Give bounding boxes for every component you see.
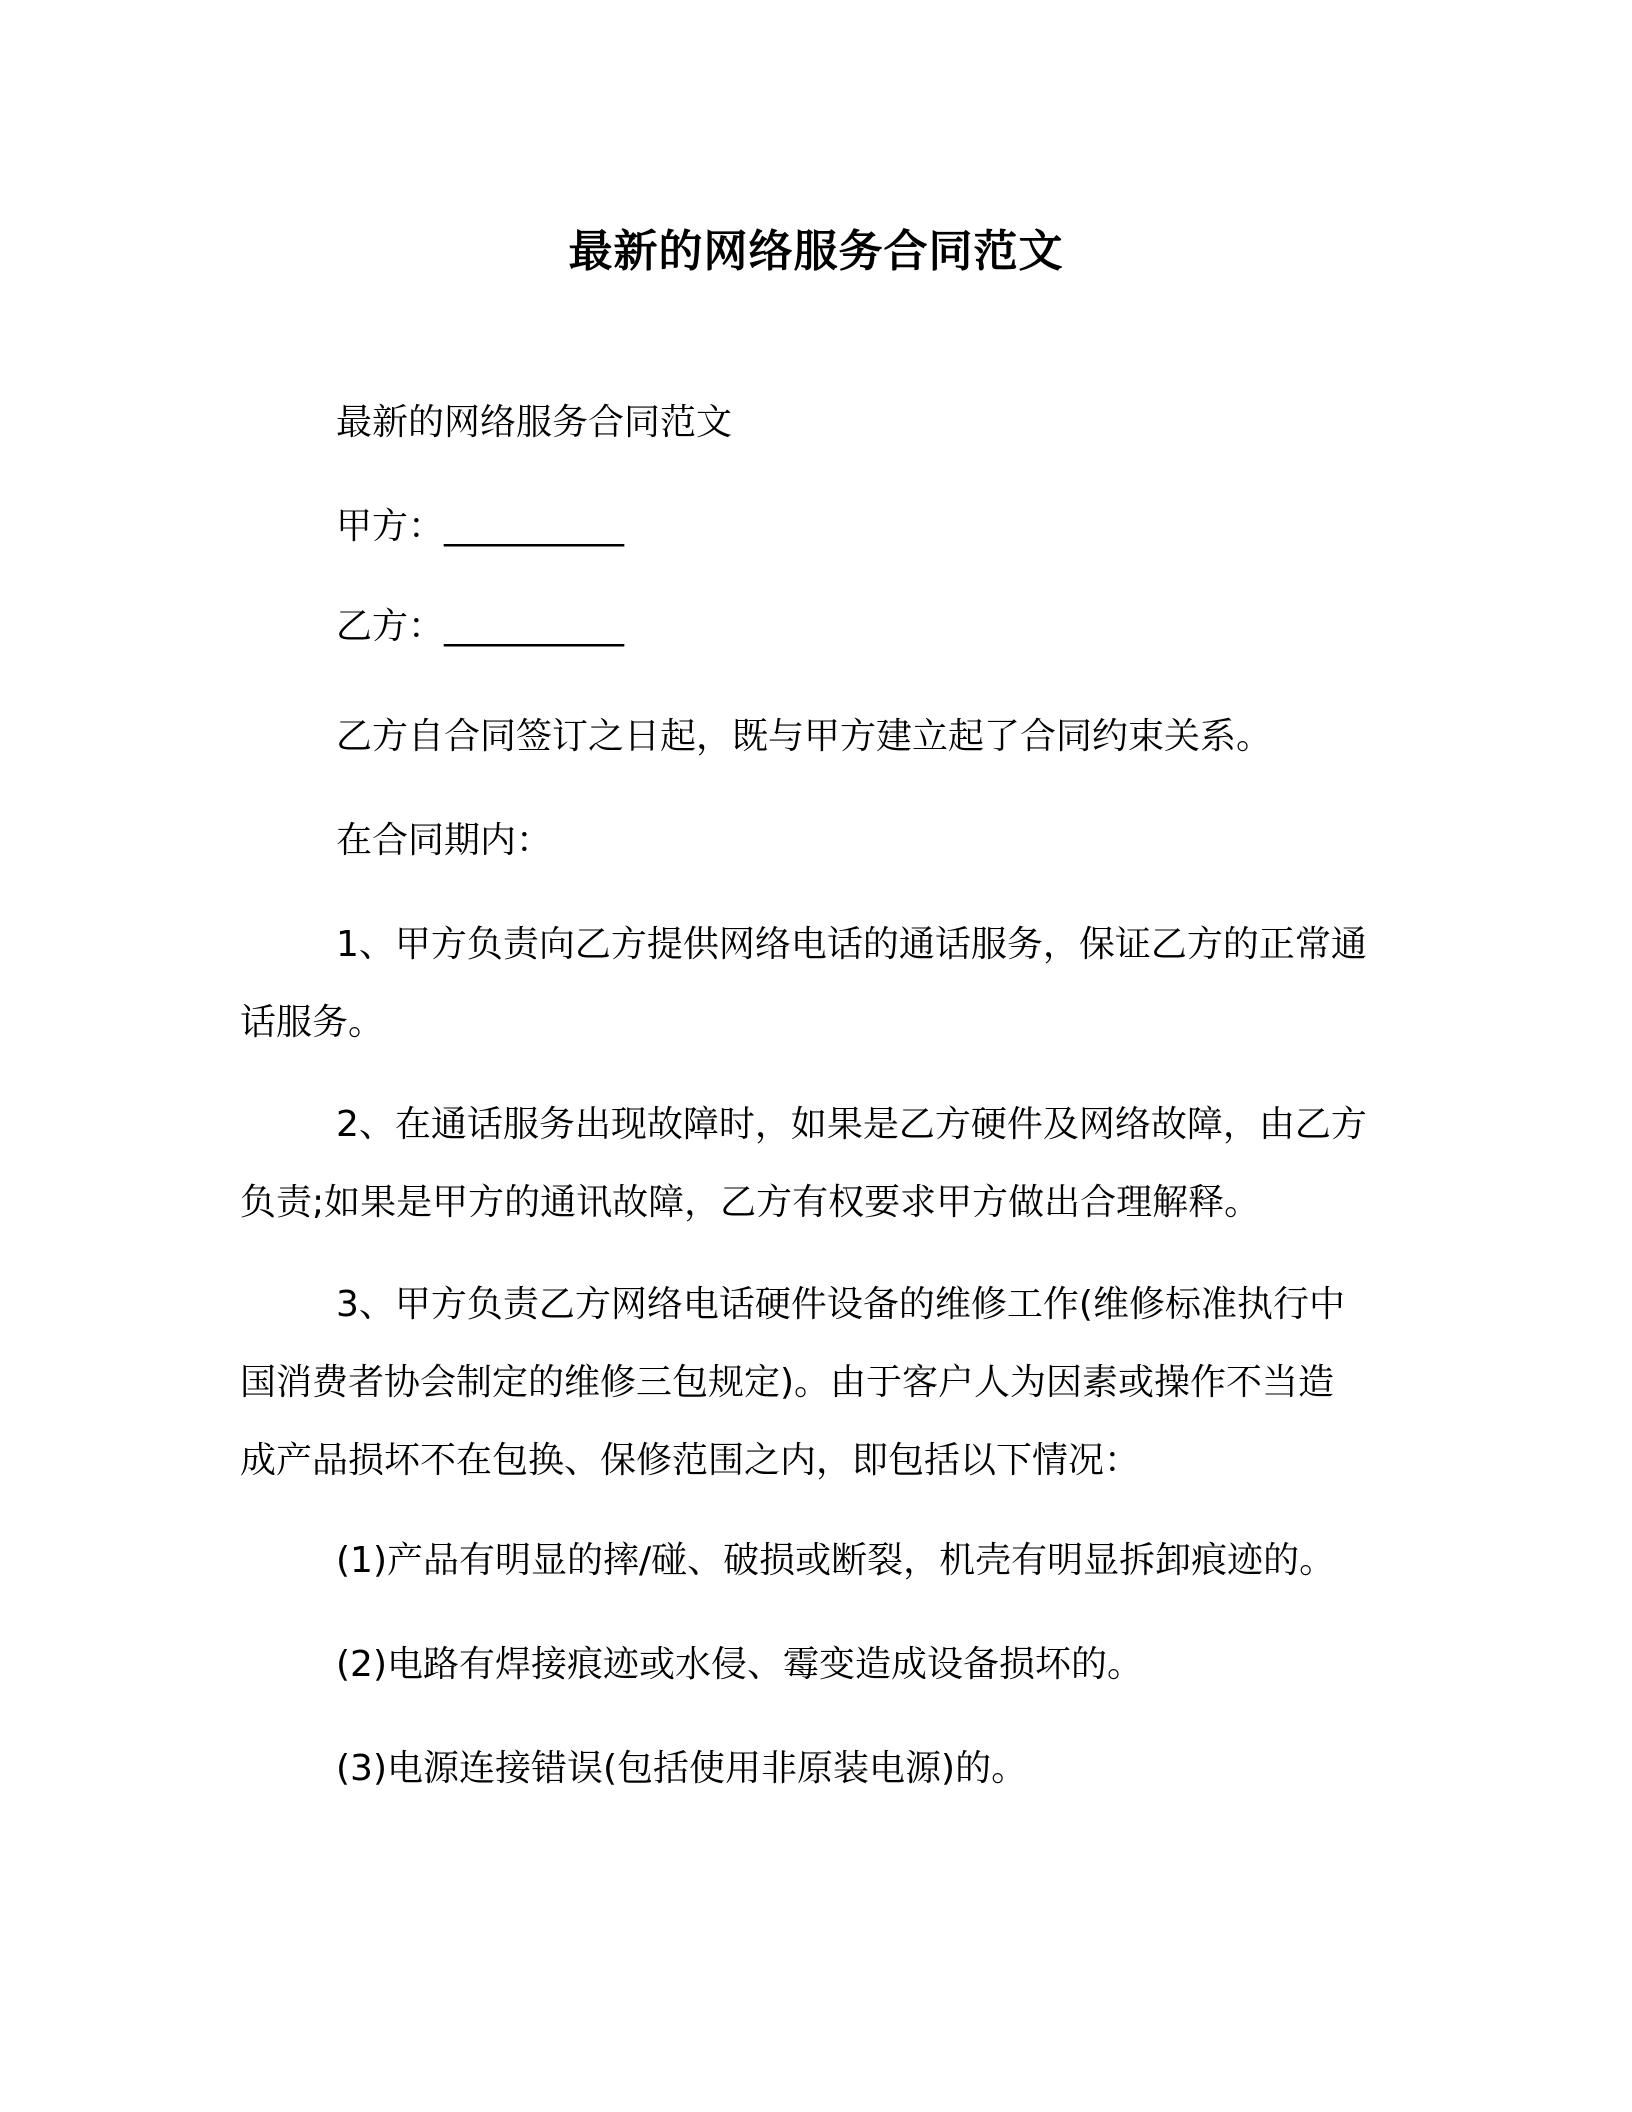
party-b-line [336,588,1466,666]
party-b-label: 乙方： [336,606,445,647]
intro-paragraph: 乙方自合同签订之日起，既与甲方建立起了合同约束关系。 [336,716,1273,757]
document-subtitle: 最新的网络服务合同范文 [336,402,733,443]
party-a-line [336,488,1466,566]
exclusion-case-1: (1)产品有明显的摔/碰、破损或断裂，机壳有明显拆卸痕迹的。 [336,1540,1336,1581]
clause-1: 1、甲方负责向乙方提供网络电话的通话服务，保证乙方的正常通话服务。 [240,924,1367,1043]
exclusion-case-3: (3)电源连接错误(包括使用非原装电源)的。 [336,1748,1028,1789]
party-a-label: 甲方： [336,506,445,547]
exclusion-case-2: (2)电路有焊接痕迹或水侵、霉变造成设备损坏的。 [336,1644,1143,1685]
clause-2: 2、在通话服务出现故障时，如果是乙方硬件及网络故障，由乙方负责;如果是甲方的通讯故障，乙方有权要求甲方做出合理解释。 [240,1104,1367,1223]
document-title: 最新的网络服务合同范文 [568,226,1064,277]
during-contract-heading: 在合同期内： [336,820,553,861]
party-a-blank: __________ [444,506,625,547]
clause-3: 3、甲方负责乙方网络电话硬件设备的维修工作(维修标准执行中国消费者协会制定的维修三包规定)。由于客户人为因素或操作不当造成产品损坏不在包换、保修范围之内，即包括以下情况： [240,1284,1345,1481]
party-b-blank: __________ [444,606,625,647]
